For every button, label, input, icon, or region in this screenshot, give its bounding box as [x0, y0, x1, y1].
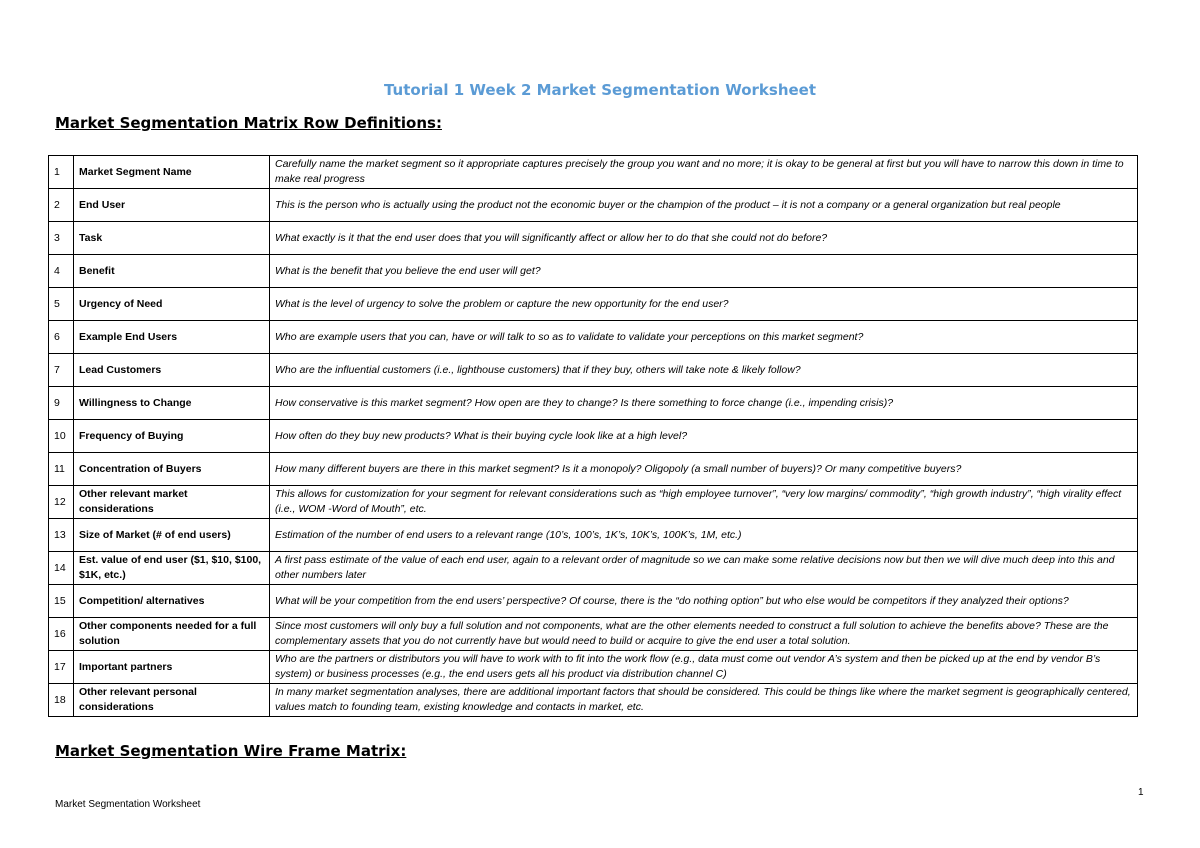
row-name: Size of Market (# of end users): [74, 519, 270, 552]
row-number: 13: [49, 519, 74, 552]
row-name: Other components needed for a full solution: [74, 618, 270, 651]
row-description: How many different buyers are there in this market segment? Is it a monopoly? Oligopoly (a small number of buyers)? Or many competitive buyers?: [270, 453, 1138, 486]
row-number: 11: [49, 453, 74, 486]
row-description: Carefully name the market segment so it appropriate captures precisely the group you want and no more; it is okay to be general at first but you will have to narrow this down in time to make real progress: [270, 156, 1138, 189]
row-name: Est. value of end user ($1, $10, $100, $1K, etc.): [74, 552, 270, 585]
section-heading-row-definitions: Market Segmentation Matrix Row Definitions:: [55, 114, 442, 132]
row-name: Market Segment Name: [74, 156, 270, 189]
row-number: 9: [49, 387, 74, 420]
row-description: Who are the partners or distributors you will have to work with to fit into the work flow (e.g., data must come out vendor A’s system and then be picked up at the end by vendor B’s system) or business processes (e.g., the end users gets all his product via distribution channel C): [270, 651, 1138, 684]
row-number: 18: [49, 684, 74, 717]
table-row: [49, 618, 1138, 651]
row-number: 17: [49, 651, 74, 684]
row-number: 6: [49, 321, 74, 354]
row-name: Competition/ alternatives: [74, 585, 270, 618]
row-description: This allows for customization for your segment for relevant considerations such as “high employee turnover”, “very low margins/ commodity”, “high growth industry”, “high virality effect (i.e., WOM -Word of Mouth”, etc.: [270, 486, 1138, 519]
row-description: This is the person who is actually using the product not the economic buyer or the champion of the product – it is not a company or a general organization but real people: [270, 189, 1138, 222]
row-name: Frequency of Buying: [74, 420, 270, 453]
row-description: Since most customers will only buy a full solution and not components, what are the other elements needed to construct a full solution to achieve the benefits above? These are the complementary assets that you do not currently have but would need to build or acquire to give the end user a total solution.: [270, 618, 1138, 651]
row-description: How conservative is this market segment? How open are they to change? Is there something to force change (i.e., impending crisis)?: [270, 387, 1138, 420]
row-name: Important partners: [74, 651, 270, 684]
table-row: [49, 486, 1138, 519]
row-number: 3: [49, 222, 74, 255]
row-number: 4: [49, 255, 74, 288]
row-name: Task: [74, 222, 270, 255]
table-row: [49, 354, 1138, 387]
row-description: Who are the influential customers (i.e., lighthouse customers) that if they buy, others will take note & likely follow?: [270, 354, 1138, 387]
table-row: [49, 255, 1138, 288]
table-row: [49, 585, 1138, 618]
table-row: [49, 420, 1138, 453]
table-row: [49, 189, 1138, 222]
row-number: 1: [49, 156, 74, 189]
page-number: 1: [1138, 787, 1144, 798]
table-row: [49, 222, 1138, 255]
row-name: Example End Users: [74, 321, 270, 354]
row-name: Concentration of Buyers: [74, 453, 270, 486]
row-description: What will be your competition from the end users’ perspective? Of course, there is the “do nothing option” but who else would be competitors if they analyzed their options?: [270, 585, 1138, 618]
footer-text: Market Segmentation Worksheet: [55, 799, 201, 810]
row-description: Who are example users that you can, have or will talk to so as to validate to validate your perceptions on this market segment?: [270, 321, 1138, 354]
table-row: [49, 288, 1138, 321]
table-row: [49, 552, 1138, 585]
row-description: What is the level of urgency to solve the problem or capture the new opportunity for the end user?: [270, 288, 1138, 321]
table-row: [49, 519, 1138, 552]
row-number: 12: [49, 486, 74, 519]
document-title: Tutorial 1 Week 2 Market Segmentation Worksheet: [383, 81, 817, 99]
row-description: In many market segmentation analyses, there are additional important factors that should be considered. This could be things like where the market segment is geographically centered, values match to founding team, existing knowledge and contacts in market, etc.: [270, 684, 1138, 717]
row-name: Benefit: [74, 255, 270, 288]
row-number: 15: [49, 585, 74, 618]
row-number: 16: [49, 618, 74, 651]
table-row: [49, 651, 1138, 684]
row-number: 7: [49, 354, 74, 387]
row-name: Other relevant personal considerations: [74, 684, 270, 717]
row-name: Other relevant market considerations: [74, 486, 270, 519]
row-name: Urgency of Need: [74, 288, 270, 321]
row-name: Willingness to Change: [74, 387, 270, 420]
row-number: 2: [49, 189, 74, 222]
row-name: Lead Customers: [74, 354, 270, 387]
row-definitions-table: [48, 155, 1138, 717]
row-number: 14: [49, 552, 74, 585]
table-row: [49, 321, 1138, 354]
row-description: Estimation of the number of end users to a relevant range (10’s, 100’s, 1K’s, 10K’s, 100K’s, 1M, etc.): [270, 519, 1138, 552]
row-description: How often do they buy new products? What is their buying cycle look like at a high level?: [270, 420, 1138, 453]
table-row: [49, 453, 1138, 486]
row-number: 5: [49, 288, 74, 321]
row-name: End User: [74, 189, 270, 222]
row-number: 10: [49, 420, 74, 453]
row-description: A first pass estimate of the value of each end user, again to a relevant order of magnitude so we can make some relative decisions now but then we will dive much deep into this and other numbers later: [270, 552, 1138, 585]
row-description: What is the benefit that you believe the end user will get?: [270, 255, 1138, 288]
row-description: What exactly is it that the end user does that you will significantly affect or allow her to do that she could not do before?: [270, 222, 1138, 255]
table-row: [49, 684, 1138, 717]
section-heading-wire-frame: Market Segmentation Wire Frame Matrix:: [55, 742, 407, 760]
table-row: [49, 387, 1138, 420]
table-row: [49, 156, 1138, 189]
